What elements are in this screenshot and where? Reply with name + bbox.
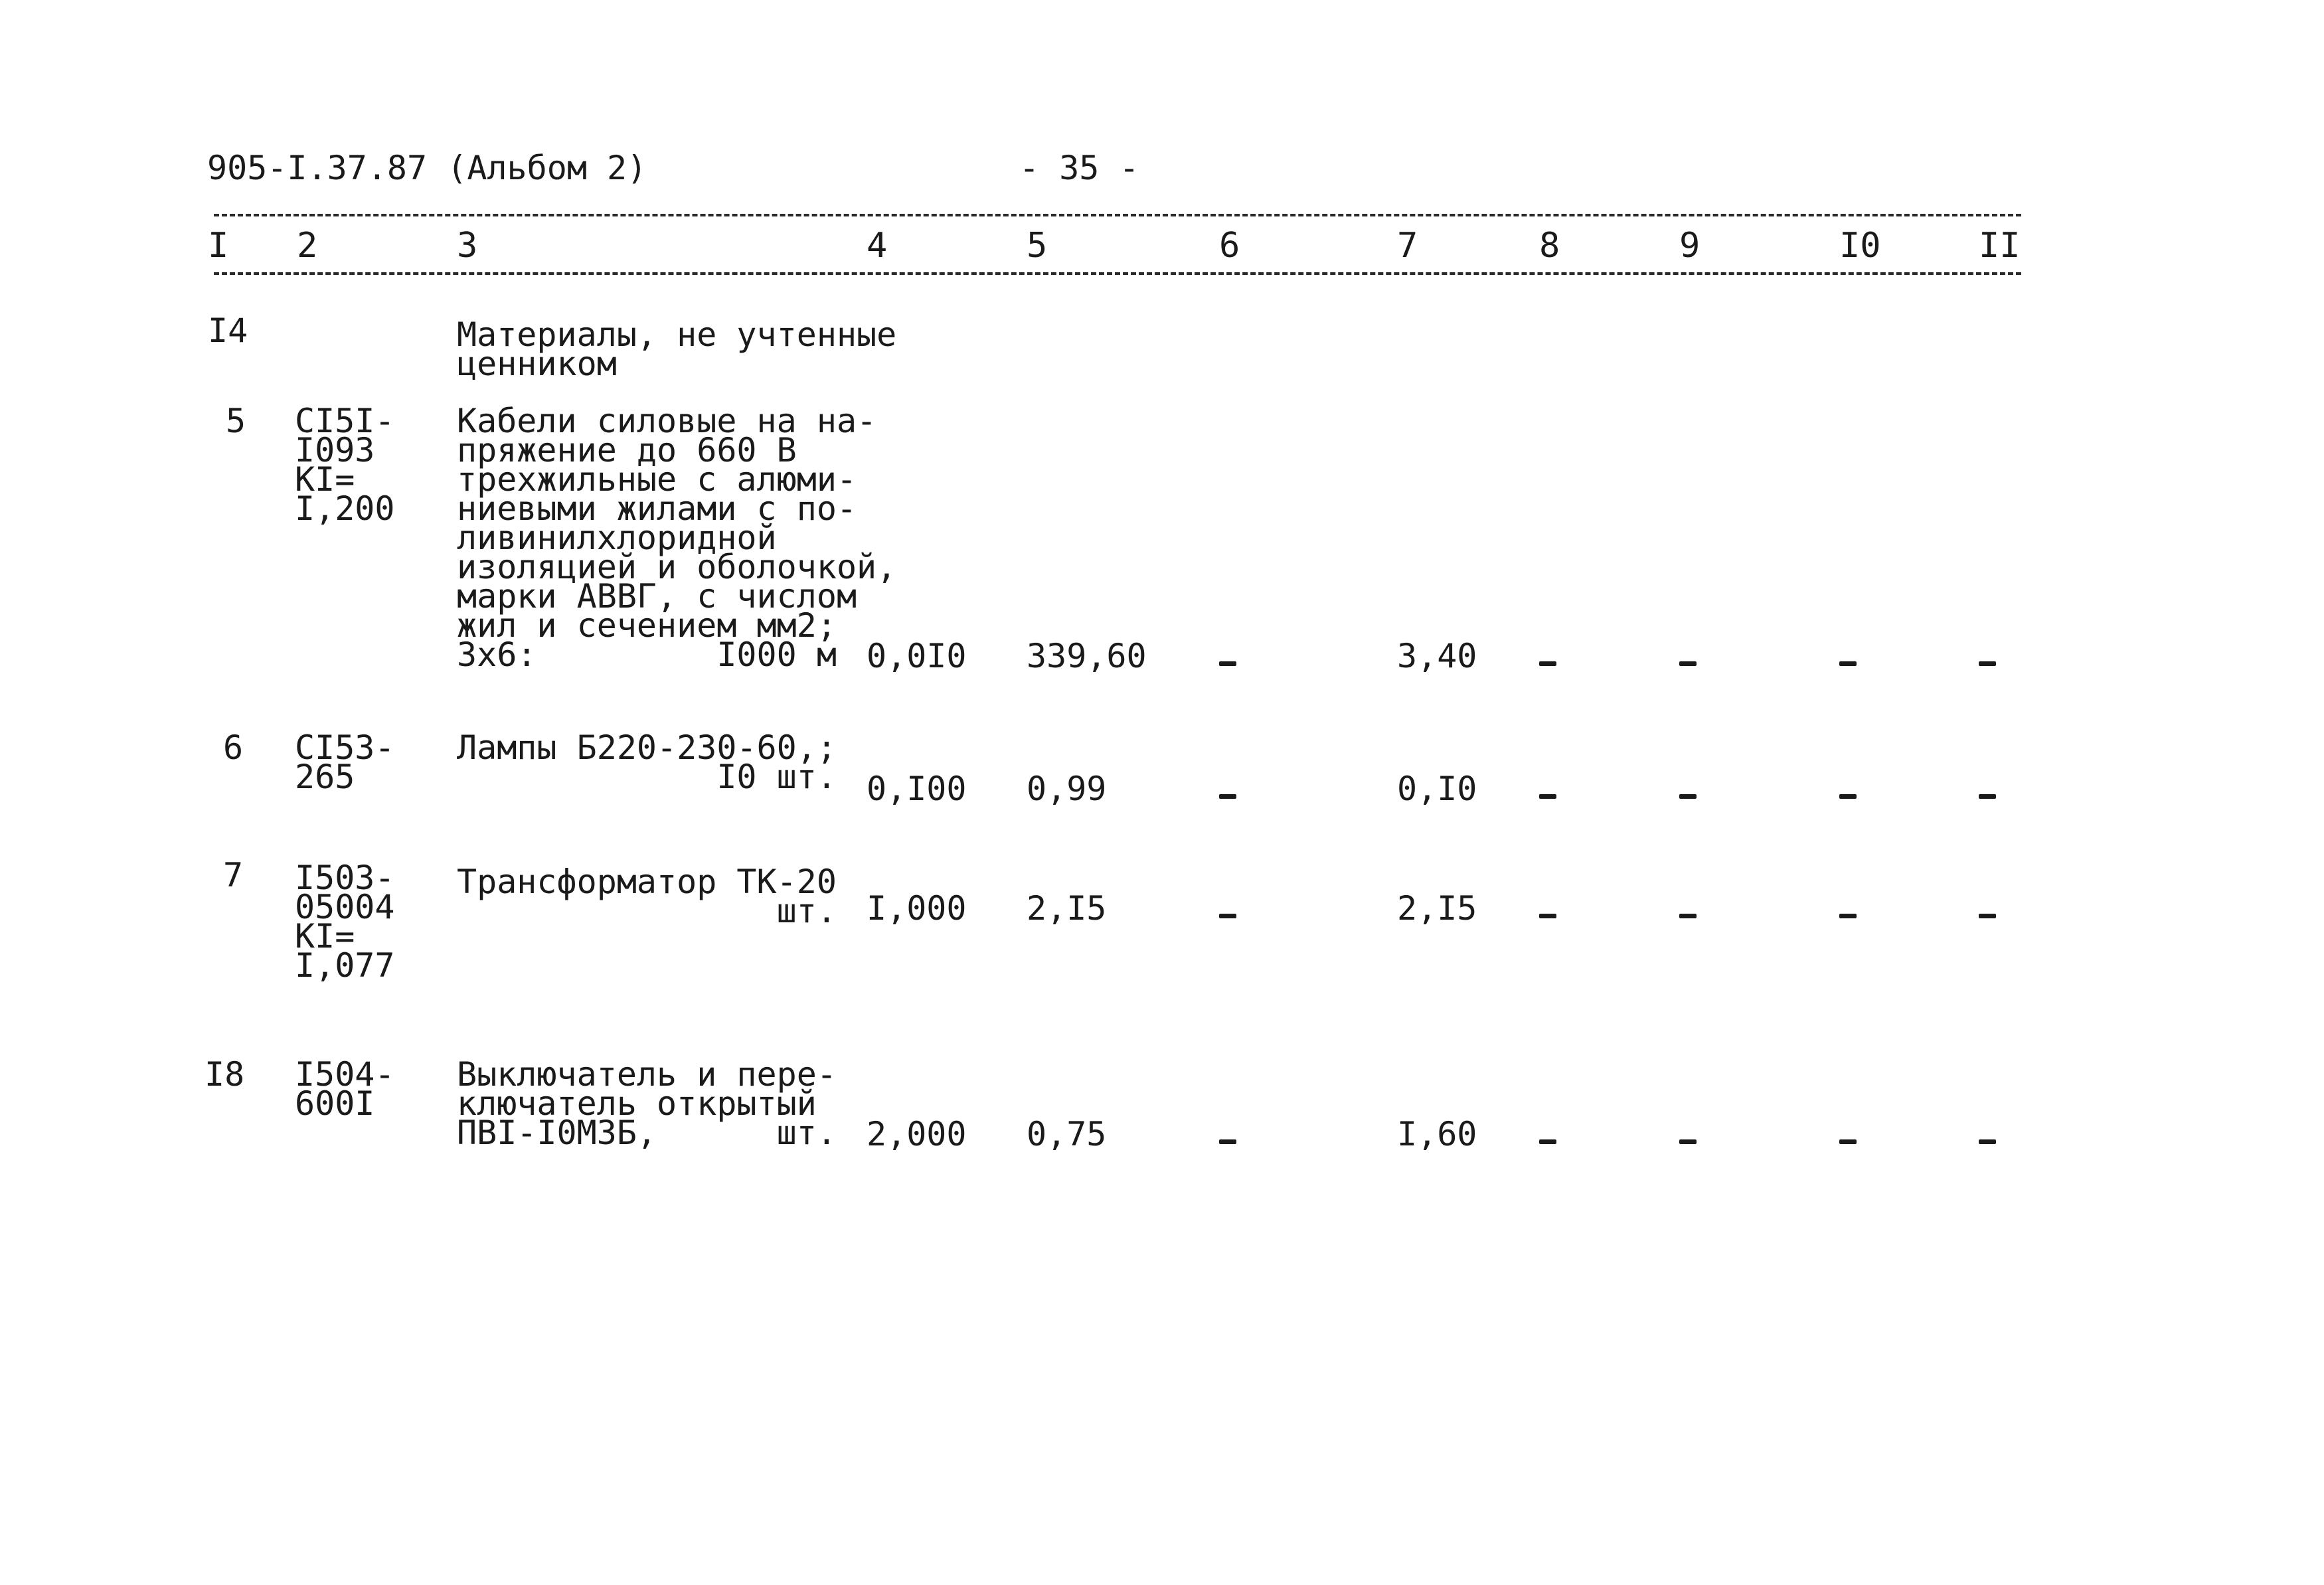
row-col7: 2,I5 <box>1397 889 1477 928</box>
row-col9-dash <box>1679 914 1697 918</box>
column-header-4: 4 <box>867 226 888 266</box>
row-col5: 0,99 <box>1027 770 1107 808</box>
row-number: I8 <box>205 1055 245 1094</box>
row-col5: 2,I5 <box>1027 889 1107 928</box>
row-col9-dash <box>1679 794 1697 799</box>
row-code: CI53- 265 <box>295 728 395 796</box>
row-number: 6 <box>223 728 244 767</box>
column-header-6: 6 <box>1219 226 1240 266</box>
row-col8-dash <box>1539 661 1556 666</box>
row-name: Выключатель и пере- ключатель открытый ПВI-I0М3Б, шт. <box>457 1055 837 1152</box>
row-code: I503- 05004 KI= I,077 <box>295 859 395 985</box>
row-col9-dash <box>1679 661 1697 666</box>
column-header-7: 7 <box>1397 226 1418 266</box>
row-col4: 2,000 <box>867 1115 967 1153</box>
table-top-rule <box>214 214 2021 216</box>
row-number: 5 <box>226 402 246 440</box>
page-number: - 35 - <box>1019 149 1139 187</box>
row-col4: I,000 <box>867 889 967 928</box>
row-col11-dash <box>1979 914 1996 918</box>
row-name: Лампы Б220-230-60,; I0 шт. <box>457 728 837 796</box>
row-col6-dash <box>1219 1139 1236 1144</box>
column-header-5: 5 <box>1027 226 1048 266</box>
row-col7: I,60 <box>1397 1115 1477 1153</box>
row-col5: 339,60 <box>1027 637 1147 675</box>
row-col11-dash <box>1979 1139 1996 1144</box>
row-col11-dash <box>1979 794 1996 799</box>
row-col10-dash <box>1839 914 1857 918</box>
document-code: 905-I.37.87 (Альбом 2) <box>207 149 647 187</box>
row-name: Кабели силовые на на- пряжение до 660 В трехжильные с алюми- ниевыми жилами с по- ливинилхлоридной изоляцией и оболочкой, марки АВВГ, с числом жил и сечением мм2; 3x6: I000 м <box>457 402 897 674</box>
section-number: I4 <box>208 311 248 350</box>
row-number: 7 <box>223 856 244 894</box>
column-header-1: I <box>208 226 229 266</box>
row-col7: 3,40 <box>1397 637 1477 675</box>
section-title: Материалы, не учтенные ценником <box>457 315 897 383</box>
row-col8-dash <box>1539 914 1556 918</box>
row-col9-dash <box>1679 1139 1697 1144</box>
row-col8-dash <box>1539 794 1556 799</box>
row-col10-dash <box>1839 661 1857 666</box>
row-col5: 0,75 <box>1027 1115 1107 1153</box>
row-col6-dash <box>1219 914 1236 918</box>
column-header-8: 8 <box>1539 226 1560 266</box>
column-header-11: II <box>1979 226 2021 266</box>
row-col7: 0,I0 <box>1397 770 1477 808</box>
column-header-9: 9 <box>1679 226 1701 266</box>
table-header-rule <box>214 272 2021 275</box>
row-col8-dash <box>1539 1139 1556 1144</box>
row-col4: 0,0I0 <box>867 637 967 675</box>
row-col6-dash <box>1219 794 1236 799</box>
column-header-2: 2 <box>297 226 318 266</box>
row-name: Трансформатор ТК-20 шт. <box>457 863 837 930</box>
row-col10-dash <box>1839 794 1857 799</box>
row-col4: 0,I00 <box>867 770 967 808</box>
row-col10-dash <box>1839 1139 1857 1144</box>
column-header-10: I0 <box>1839 226 1881 266</box>
row-col6-dash <box>1219 661 1236 666</box>
row-col11-dash <box>1979 661 1996 666</box>
row-code: I504- 600I <box>295 1055 395 1123</box>
column-header-3: 3 <box>457 226 478 266</box>
row-code: CI5I- I093 KI= I,200 <box>295 402 395 528</box>
